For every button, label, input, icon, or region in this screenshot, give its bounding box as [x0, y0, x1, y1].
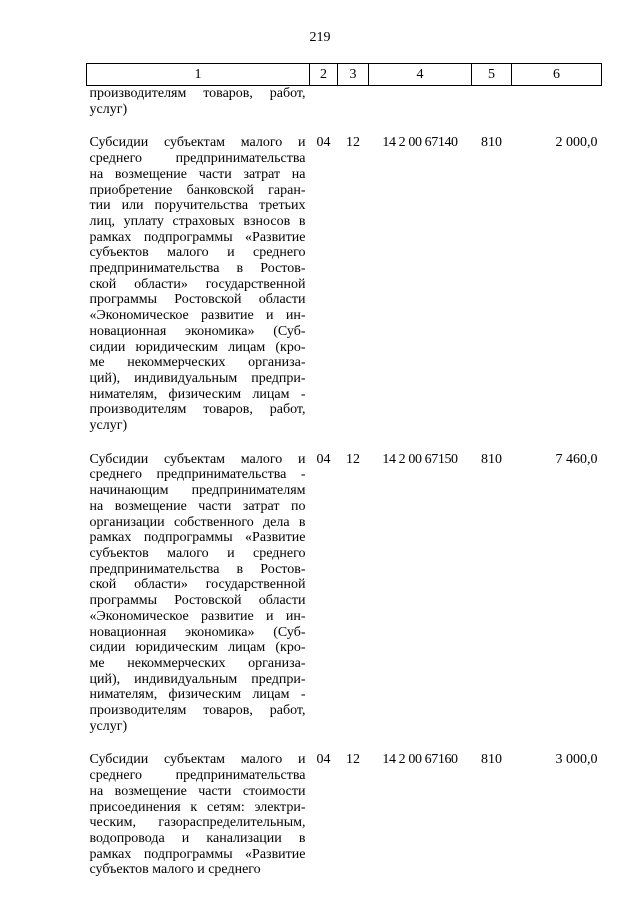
description-line: программы Ростовской области	[89, 593, 306, 609]
target-article-code: 14 2 00 67150	[382, 451, 458, 467]
description-line: на возмещение части затрат на	[89, 166, 306, 182]
description-line: ций), индивидуальным предпри-	[89, 671, 306, 687]
description-line: среднего предпринимательства -	[89, 467, 306, 483]
description-line: новационная экономика» (Суб-	[89, 323, 306, 339]
description-line: предпринимательства в Ростов-	[89, 261, 306, 277]
target-article-code: 14 2 00 67140	[382, 135, 458, 151]
row-description	[87, 86, 310, 118]
header-col-4: 4	[369, 64, 472, 86]
description-line: «Экономическое развитие и ин-	[89, 308, 306, 324]
description-line: услуг)	[89, 718, 128, 734]
header-row	[87, 64, 602, 86]
description-line: среднего предпринимательства	[89, 768, 306, 784]
description-line: услуг)	[89, 101, 128, 117]
subsection-code: 12	[346, 451, 360, 467]
description-line: предпринимательства в Ростов-	[89, 561, 306, 577]
description-line: на возмещение части затрат по	[89, 498, 306, 514]
subsection-code: 12	[346, 752, 360, 768]
description-line: приобретение банковской гаран-	[89, 182, 306, 198]
header-col-6: 6	[512, 64, 602, 86]
amount	[512, 86, 602, 118]
amount: 7 460,0	[555, 451, 598, 467]
description-line: производителям товаров, работ,	[89, 402, 306, 418]
table-row	[87, 452, 602, 735]
spacer-cell	[512, 117, 602, 135]
description-line: тии или поручительства третьих	[89, 198, 306, 214]
spacer-cell	[369, 434, 472, 452]
table-row	[87, 752, 602, 878]
description-line: «Экономическое развитие и ин-	[89, 608, 306, 624]
spacer-cell	[369, 734, 472, 752]
description-line: рамках подпрограммы «Развитие	[89, 229, 306, 245]
description-line: сидии юридическим лицам (кро-	[89, 339, 306, 355]
section-code: 04	[316, 752, 331, 768]
spacer-cell	[87, 734, 310, 752]
table-row	[87, 135, 602, 433]
header-col-1: 1	[87, 64, 310, 86]
description-line: рамках подпрограммы «Развитие	[89, 530, 306, 546]
header-col-2: 2	[310, 64, 338, 86]
budget-table	[86, 63, 602, 878]
spacer-cell	[87, 117, 310, 135]
description-line: Субсидии субъектам малого и	[89, 451, 306, 467]
header-col-5: 5	[472, 64, 512, 86]
row-spacer	[87, 734, 602, 752]
description-line: ской области» государственной	[89, 577, 306, 593]
page-number: 219	[309, 30, 331, 45]
expense-type-code: 810	[481, 451, 502, 467]
target-article-code: 14 2 00 67160	[382, 752, 458, 768]
description-line: услуг)	[89, 418, 128, 434]
description-line: субъектов малого и среднего	[89, 545, 306, 561]
row-description	[87, 752, 310, 878]
description-line: присоединения к сетям: электри-	[89, 799, 306, 815]
description-line: начинающим предпринимателям	[89, 483, 306, 499]
description-line: организации собственного дела в	[89, 514, 306, 530]
description-line: Субсидии субъектам малого и	[89, 752, 306, 768]
description-line: производителям товаров, работ,	[89, 86, 306, 101]
spacer-cell	[338, 117, 369, 135]
expense-type-code	[472, 86, 512, 118]
spacer-cell	[472, 117, 512, 135]
description-line: нимателям, физическим лицам -	[89, 386, 306, 402]
description-line: лиц, уплату страховых взносов в	[89, 213, 306, 229]
row-spacer	[87, 117, 602, 135]
header-col-3: 3	[338, 64, 369, 86]
description-line: среднего предпринимательства	[89, 151, 306, 167]
spacer-cell	[512, 734, 602, 752]
description-line: новационная экономика» (Суб-	[89, 624, 306, 640]
spacer-cell	[338, 734, 369, 752]
description-line: субъектов малого и среднего	[89, 862, 261, 878]
target-article-code	[369, 86, 472, 118]
spacer-cell	[87, 434, 310, 452]
row-description	[87, 135, 310, 433]
spacer-cell	[310, 434, 338, 452]
description-line: программы Ростовской области	[89, 292, 306, 308]
description-line: ме некоммерческих организа-	[89, 355, 306, 371]
expense-type-code: 810	[481, 752, 502, 768]
description-line: водопровода и канализации в	[89, 830, 306, 846]
amount: 3 000,0	[555, 752, 598, 768]
description-line: ций), индивидуальным предпри-	[89, 370, 306, 386]
spacer-cell	[338, 434, 369, 452]
description-line: на возмещение части стоимости	[89, 783, 306, 799]
spacer-cell	[310, 117, 338, 135]
description-line: рамках подпрограммы «Развитие	[89, 846, 306, 862]
table-row	[87, 86, 602, 118]
expense-type-code: 810	[481, 135, 502, 151]
row-description	[87, 452, 310, 735]
description-line: производителям товаров, работ,	[89, 703, 306, 719]
spacer-cell	[472, 734, 512, 752]
description-line: ме некоммерческих организа-	[89, 655, 306, 671]
subsection-code	[338, 86, 369, 118]
section-code: 04	[316, 451, 331, 467]
description-line: сидии юридическим лицам (кро-	[89, 640, 306, 656]
subsection-code: 12	[346, 135, 360, 151]
row-spacer	[87, 434, 602, 452]
amount: 2 000,0	[555, 135, 598, 151]
spacer-cell	[472, 434, 512, 452]
description-line: субъектов малого и среднего	[89, 245, 306, 261]
description-line: ской области» государственной	[89, 276, 306, 292]
description-line: ческим, газораспределительным,	[89, 815, 306, 831]
spacer-cell	[369, 117, 472, 135]
spacer-cell	[512, 434, 602, 452]
spacer-cell	[310, 734, 338, 752]
description-line: Субсидии субъектам малого и	[89, 135, 306, 151]
section-code	[310, 86, 338, 118]
section-code: 04	[316, 135, 331, 151]
description-line: нимателям, физическим лицам -	[89, 687, 306, 703]
